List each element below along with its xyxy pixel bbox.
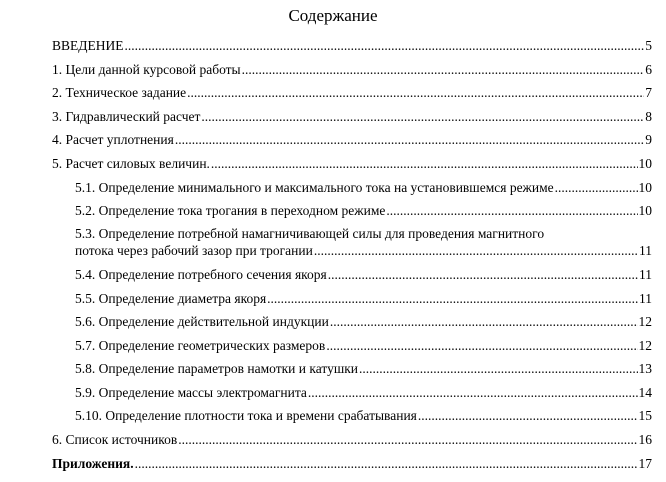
toc-entry-page: 16: [638, 432, 652, 447]
toc-entry-page: 9: [645, 132, 652, 147]
toc-entry-label: 4. Расчет уплотнения: [52, 132, 174, 147]
toc-entry-5-7[interactable]: [75, 337, 652, 354]
toc-entry-label: 5.2. Определение тока трогания в переходном режиме: [75, 203, 386, 218]
dot-leader: [267, 290, 638, 307]
toc-entry-page: 14: [638, 385, 652, 400]
toc-entry-page: 7: [645, 85, 652, 100]
toc-entry-page: 17: [638, 456, 652, 471]
dot-leader: [418, 407, 638, 424]
dot-leader: [211, 155, 638, 172]
toc-entry-label: 5.9. Определение массы электромагнита: [75, 385, 307, 400]
toc-entry-5[interactable]: [52, 155, 652, 172]
dot-leader: [187, 84, 644, 101]
toc-entry-label: Приложения.: [52, 456, 134, 471]
toc-entry-introduction[interactable]: [52, 37, 652, 54]
dot-leader: [242, 61, 645, 78]
toc-entry-4[interactable]: [52, 131, 652, 148]
toc-entry-label: 5.4. Определение потребного сечения якоря: [75, 267, 327, 282]
toc-entry-page: 10: [638, 203, 652, 218]
toc-entry-page: 12: [638, 338, 652, 353]
dot-leader: [555, 179, 638, 196]
toc-entry-label-line2: потока через рабочий зазор при трогании: [75, 243, 313, 258]
toc-entry-label: 5.6. Определение действительной индукции: [75, 314, 329, 329]
toc-entry-5-3[interactable]: [75, 225, 652, 259]
toc-entry-6[interactable]: [52, 431, 652, 448]
toc-entry-label: 2. Техническое задание: [52, 85, 187, 100]
dot-leader: [314, 242, 638, 259]
dot-leader: [178, 431, 637, 448]
dot-leader: [124, 37, 644, 54]
toc-entry-5-5[interactable]: [75, 290, 652, 307]
toc-entry-appendices[interactable]: [52, 455, 652, 472]
dot-leader: [386, 202, 637, 219]
toc-entry-label: 3. Гидравлический расчет: [52, 109, 201, 124]
toc-entry-label-line1: 5.3. Определение потребной намагничивающей силы для проведения магнитного: [75, 226, 545, 241]
dot-leader: [135, 455, 638, 472]
toc-entry-label: 6. Список источников: [52, 432, 178, 447]
dot-leader: [359, 360, 637, 377]
dot-leader: [308, 384, 638, 401]
toc-entry-page: 5: [645, 38, 652, 53]
dot-leader: [330, 313, 638, 330]
toc-entry-page: 10: [638, 180, 652, 195]
toc-title: Содержание: [288, 6, 378, 25]
toc-entry-page: 10: [638, 156, 652, 171]
toc-entry-5-1[interactable]: [75, 179, 652, 196]
toc-entry-page: 8: [645, 109, 652, 124]
toc-entry-label: 5. Расчет силовых величин.: [52, 156, 210, 171]
toc-entry-label: ВВЕДЕНИЕ: [52, 38, 124, 53]
toc-entry-page: 13: [638, 361, 652, 376]
dot-leader: [201, 108, 644, 125]
toc-entry-label: 5.5. Определение диаметра якоря: [75, 291, 267, 306]
toc-entry-page: 12: [638, 314, 652, 329]
toc-entry-5-6[interactable]: [75, 313, 652, 330]
dot-leader: [328, 266, 638, 283]
toc-entry-page: 6: [645, 62, 652, 77]
toc-entry-page: 11: [639, 267, 652, 282]
toc-entry-3[interactable]: [52, 108, 652, 125]
toc-entry-label: 5.8. Определение параметров намотки и катушки: [75, 361, 359, 376]
dot-leader: [326, 337, 637, 354]
toc-entry-5-10[interactable]: [75, 407, 652, 424]
toc-entry-label: 5.1. Определение минимального и максимального тока на установившемся режиме: [75, 180, 554, 195]
toc-entry-1[interactable]: [52, 61, 652, 78]
toc-entry-5-9[interactable]: [75, 384, 652, 401]
toc-entry-5-2[interactable]: [75, 202, 652, 219]
toc-entry-label-row: [75, 242, 652, 259]
toc-entry-page: 11: [639, 243, 652, 258]
toc-entry-5-4[interactable]: [75, 266, 652, 283]
toc-entry-label: 1. Цели данной курсовой работы: [52, 62, 241, 77]
toc-entry-2[interactable]: [52, 84, 652, 101]
dot-leader: [175, 131, 644, 148]
toc-entry-5-8[interactable]: [75, 360, 652, 377]
toc-entry-label: 5.10. Определение плотности тока и времени срабатывания: [75, 408, 417, 423]
toc-entry-label-block: [75, 225, 652, 259]
toc-entry-label: 5.7. Определение геометрических размеров: [75, 338, 326, 353]
toc-entry-page: 15: [638, 408, 652, 423]
toc-entry-page: 11: [639, 291, 652, 306]
